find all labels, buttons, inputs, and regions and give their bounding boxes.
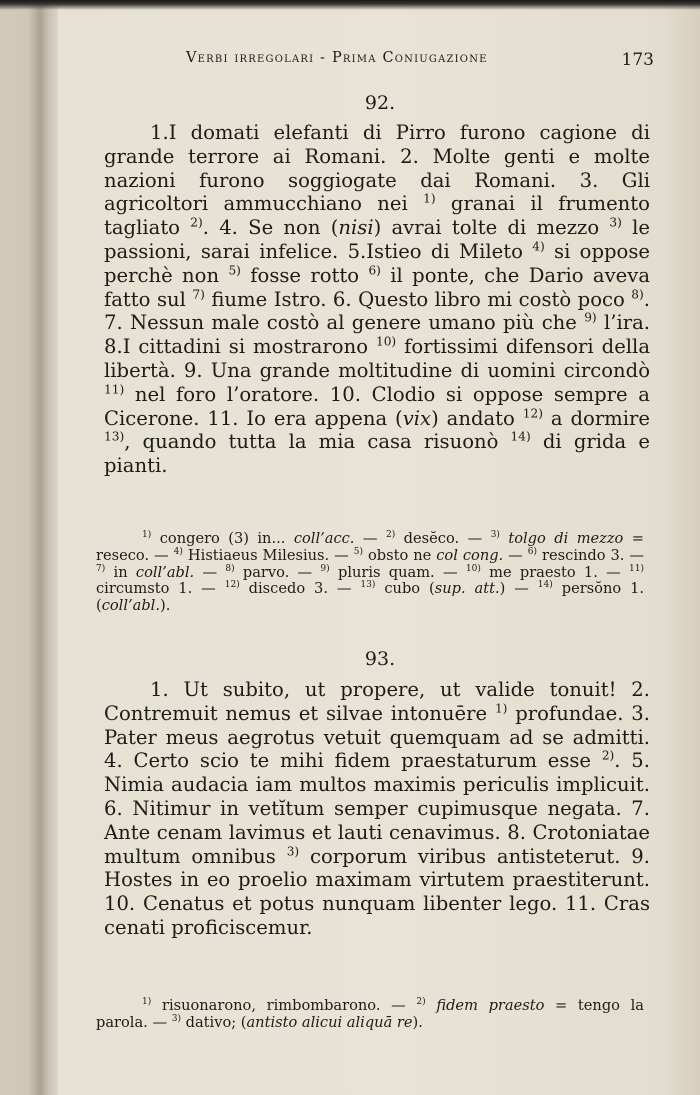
exercise-number-93: 93. <box>364 648 396 670</box>
footnote-marker: 5) <box>353 546 363 557</box>
footnote-marker: 11) <box>628 563 644 574</box>
italic-term: vix <box>402 406 432 430</box>
running-head-title: Verbi irregolari - Prima Coniugazione <box>186 50 488 66</box>
italic-term: tolgo di mezzo <box>508 530 624 547</box>
footnote-marker: 2) <box>416 997 426 1008</box>
footnote-marker: 9) <box>320 563 330 574</box>
footnote-marker: 1) <box>494 701 508 716</box>
italic-term: antisto alicui aliquā re <box>246 1013 413 1031</box>
footnote-marker: 9) <box>584 310 597 325</box>
footnote-marker: 10) <box>375 334 397 349</box>
running-head <box>186 48 654 74</box>
footnote-marker: 2) <box>601 748 615 763</box>
page-number: 173 <box>621 50 654 70</box>
footnote-marker: 4) <box>532 239 545 254</box>
footnote-marker: 6) <box>527 546 538 557</box>
footnote-marker: 8) <box>631 287 644 302</box>
exercise-92-text: 1.I domati elefanti di Pirro furono cagione di grande terrore ai Romani. 2. Molte genti e molte nazioni furono soggiogate dai Romani. 3. Gli agricoltori ammucchiano nei $^{1)}$ granai il frumento tagliato $^{2)}$. 4. Se non (nisi) avrai tolte di mezzo $^{3)}$ le passioni, sarai infelice. 5.Istieo di Mileto $^{4)}$ si oppose perchè non $^{5)}$ fosse rotto $^{6)}$ il ponte, che Dario aveva fatto sul $^{7)}$ fiume Istro. 6. Questo libro mi costò poco $^{8)}$. 7. Nessun male costò al genere umano più che $^{9)}$ l’ira. 8.I cittadini si mostrarono $^{10)}$ fortissimi difensori della libertà. 9. Una grande moltitudine di uomini circondò $^{11)}$ nel foro l’oratore. 10. Clodio si oppose sempre a Cicerone. 11. Io era appena (vix) andato $^{12)}$ a dormire $^{13)}$, quando tutta la mia casa risuonò $^{14)}$ di grida e pianti. <box>104 121 651 478</box>
footnote-marker: 3) <box>286 844 300 859</box>
footnote-marker: 5) <box>228 263 241 278</box>
exercise-92-footnotes: $^{1)}$ congero (3) in... coll’acc. — $^{2)}$ desĕco. — $^{3)}$ tolgo di mezzo = reseco. — $^{4)}$ Histiaeus Milesius. — $^{5)}$ obsto ne col cong. — $^{6)}$ rescindo 3. — $^{7)}$ in coll’abl. — $^{8)}$ parvo. — $^{9)}$ pluris quam. — $^{10)}$ me praesto 1. — $^{11)}$ circumsto 1. — $^{12)}$ discedo 3. — $^{13)}$ cubo (sup. att.) — $^{14)}$ persŏno 1. (coll’abl.). <box>96 530 645 615</box>
footnote-marker: 1) <box>142 997 152 1008</box>
footnote-marker: 7) <box>192 287 205 302</box>
footnote-marker: 6) <box>368 263 381 278</box>
footnote-marker: 14) <box>510 429 531 444</box>
top-shadow <box>0 0 700 10</box>
italic-term: coll’acc. <box>293 530 355 547</box>
footnote-marker: 10) <box>465 563 481 574</box>
italic-term: nisi <box>338 216 374 240</box>
italic-term: sup. att. <box>434 580 500 598</box>
exercise-93-text: 1. Ut subito, ut propere, ut valide tonuit! 2. Contremuit nemus et silvae intonuēre $^{1)}$ profundae. 3. Pater meus aegrotus vetuit quemquam ad se admitti. 4. Certo scio te mihi fidem praestaturum esse $^{2)}$. 5. Nimia audacia iam multos maximis periculis implicuit. 6. Nitimur in vetĭtum semper cupimusque negata. 7. Ante cenam lavimus et lauti cenavimus. 8. Crotoniatae multum omnibus $^{3)}$ corporum viribus antisteterut. 9. Hostes in eo proelio maximam virtutem praestiterunt. 10. Cenatus et potus nunquam libenter lego. 11. Cras cenati proficiscemur. <box>104 678 650 939</box>
footnote-marker: 2) <box>190 215 203 230</box>
page-gutter <box>0 0 58 1095</box>
italic-term: coll’abl. <box>135 563 195 581</box>
footnote-marker: 13) <box>360 580 376 591</box>
footnote-marker: 1) <box>423 191 436 206</box>
footnote-marker: 1) <box>142 530 152 541</box>
footnote-marker: 11) <box>104 382 125 397</box>
exercise-93-footnotes: $^{1)}$ risuonarono, rimbombarono. — $^{2)}$ fidem praesto = tengo la parola. — $^{3)}$ dativo; (antisto alicui aliquā re). <box>96 997 644 1031</box>
italic-term: fidem praesto <box>436 997 545 1014</box>
footnote-marker: 3) <box>490 530 500 541</box>
footnote-marker: 12) <box>522 406 543 421</box>
footnote-marker: 12) <box>224 580 240 591</box>
exercise-number-92: 92. <box>364 92 396 114</box>
footnote-marker: 4) <box>173 546 183 557</box>
footnote-marker: 13) <box>104 429 125 444</box>
footnote-marker: 2) <box>385 530 396 541</box>
footnote-marker: 14) <box>537 580 553 591</box>
footnote-marker: 3) <box>609 215 622 230</box>
italic-term: coll’abl. <box>101 597 160 615</box>
italic-term: col cong. <box>436 546 504 564</box>
footnote-marker: 8) <box>225 563 235 574</box>
footnote-marker: 7) <box>96 563 106 574</box>
footnote-marker: 3) <box>171 1013 181 1024</box>
